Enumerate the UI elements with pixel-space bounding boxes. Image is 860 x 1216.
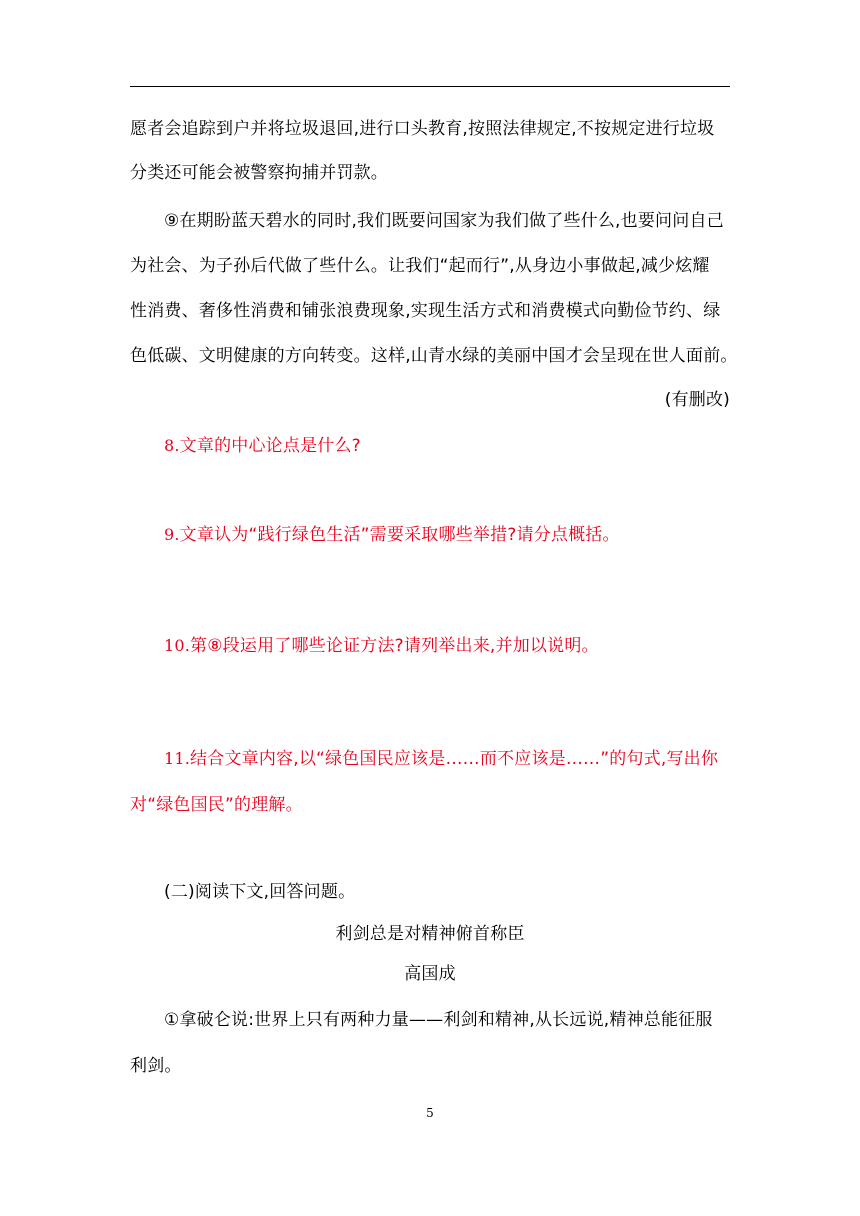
question-text: 第⑧段运用了哪些论证方法?请列举出来,并加以说明。 — [190, 636, 599, 656]
header-rule — [130, 86, 730, 87]
question-number: 10. — [164, 636, 191, 655]
question-10 — [164, 634, 764, 658]
passage-line: 愿者会追踪到户并将垃圾退回,进行口头教育,按照法律规定,不按规定进行垃圾 — [130, 119, 715, 139]
question-11 — [164, 747, 764, 771]
passage-line: 分类还可能会被警察拘捕并罚款。 — [130, 163, 388, 183]
question-number: 9. — [164, 525, 180, 544]
question-8 — [164, 434, 764, 458]
question-number: 11. — [164, 749, 191, 768]
question-text: 文章认为“践行绿色生活”需要采取哪些举措?请分点概括。 — [179, 525, 620, 545]
article-title: 利剑总是对精神俯首称臣 — [335, 924, 525, 944]
page-number: 5 — [426, 1106, 434, 1120]
source-note: (有删改) — [664, 390, 730, 410]
paragraph-9-line: 为社会、为子孙后代做了些什么。让我们“起而行”,从身边小事做起,减少炫耀 — [130, 256, 710, 276]
question-9 — [164, 523, 764, 547]
article-author: 高国成 — [404, 964, 456, 984]
section-heading: (二)阅读下文,回答问题。 — [164, 882, 356, 902]
paragraph-9-line: 色低碳、文明健康的方向转变。这样,山青水绿的美丽中国才会呈现在世人面前。 — [130, 346, 738, 366]
paragraph-1-line: ①拿破仑说:世界上只有两种力量——利剑和精神,从长远说,精神总能征服 — [164, 1010, 713, 1030]
question-text: 结合文章内容,以“绿色国民应该是……而不应该是……”的句式,写出你 — [190, 749, 719, 769]
question-text: 文章的中心论点是什么? — [179, 436, 361, 456]
question-11-continued: 对“绿色国民”的理解。 — [130, 795, 303, 815]
paragraph-1-line: 利剑。 — [130, 1056, 182, 1076]
paragraph-9-line: 性消费、奢侈性消费和铺张浪费现象,实现生活方式和消费模式向勤俭节约、绿 — [130, 301, 721, 321]
question-number: 8. — [164, 436, 180, 455]
paragraph-9-line: ⑨在期盼蓝天碧水的同时,我们既要问国家为我们做了些什么,也要问问自己 — [164, 211, 724, 231]
